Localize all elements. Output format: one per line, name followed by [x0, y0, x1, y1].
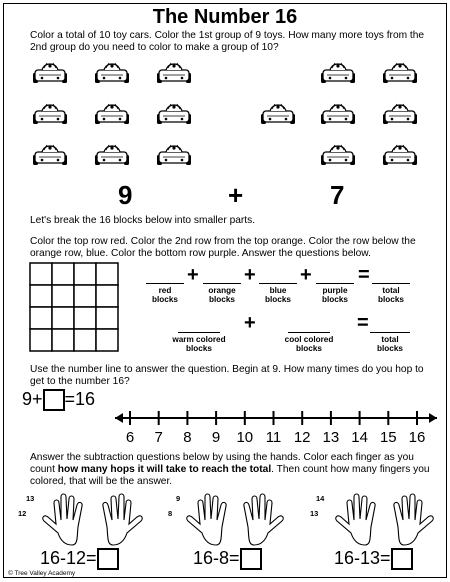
page-title: The Number 16	[152, 6, 298, 28]
hand2-top-number: 9	[176, 494, 181, 503]
number-line-label: 14	[351, 429, 368, 446]
section3-instructions: Use the number line to answer the question. Begin at 9. How many times do you hop to get to the number 16?	[30, 364, 424, 387]
hand1-top-number: 13	[26, 494, 35, 503]
toy-car[interactable]	[157, 104, 191, 124]
answer-box-hops[interactable]	[43, 389, 65, 411]
number-line-label: 11	[265, 429, 282, 446]
toy-car[interactable]	[33, 63, 67, 83]
answer-box-3[interactable]	[391, 548, 413, 570]
blank-red[interactable]	[146, 283, 184, 284]
toy-car[interactable]	[261, 104, 295, 124]
number-line-label: 16	[408, 429, 426, 446]
equals-2: =	[357, 312, 369, 334]
answer-box-2[interactable]	[240, 548, 262, 570]
number-line-label: 9	[211, 429, 221, 446]
plus-sign: +	[228, 180, 244, 210]
label-purple-blocks: purple blocks	[322, 286, 348, 304]
blank-cool[interactable]	[288, 332, 330, 333]
hand3-bottom-number: 13	[310, 509, 319, 518]
section4-instructions: Answer the subtraction questions below by using the hands. Color each finger as you count how many hops it will take to reach the total. Then count how many fingers you colored, that will be the answer.	[30, 452, 430, 487]
number-line-label: 8	[183, 429, 192, 446]
toy-car[interactable]	[321, 63, 355, 83]
number-line-label: 6	[125, 429, 135, 446]
toy-car[interactable]	[157, 63, 191, 83]
credit-text: © Tree Valley Academy	[8, 570, 76, 577]
toy-car[interactable]	[383, 145, 417, 165]
number-line-label: 7	[154, 429, 163, 446]
hand3-top-number: 14	[316, 494, 325, 503]
section2-instructions: Color the top row red. Color the 2nd row from the top orange. Color the row below the orange row, blue. Color the bottom row purple. Answer the questions below.	[30, 236, 416, 259]
plus-3: +	[300, 264, 312, 286]
subtraction-1: 16-12=	[40, 548, 119, 570]
right-group-count: 7	[330, 180, 345, 210]
label-warm-blocks: warm colored blocks	[172, 335, 226, 353]
equation-left: 9+	[22, 389, 43, 409]
toy-car[interactable]	[33, 104, 67, 124]
toy-car[interactable]	[321, 104, 355, 124]
label-red-blocks: red blocks	[152, 286, 178, 304]
label-blue-blocks: blue blocks	[265, 286, 291, 304]
toy-car[interactable]	[95, 145, 129, 165]
subtraction-3: 16-13=	[334, 548, 413, 570]
blank-warm[interactable]	[178, 332, 220, 333]
number-line-label: 10	[236, 429, 254, 446]
number-line-label: 15	[379, 429, 397, 446]
plus-1: +	[187, 264, 199, 286]
blank-orange[interactable]	[203, 283, 241, 284]
toy-car[interactable]	[321, 145, 355, 165]
toy-car[interactable]	[95, 104, 129, 124]
equals-1: =	[358, 264, 370, 286]
hand1-bottom-number: 12	[18, 509, 27, 518]
subtraction-2: 16-8=	[193, 548, 262, 570]
section2-intro: Let's break the 16 blocks below into smaller parts.	[30, 215, 256, 226]
label-total-blocks-2: total blocks	[377, 335, 403, 353]
blank-purple[interactable]	[316, 283, 354, 284]
plus-2: +	[244, 264, 256, 286]
hand2-bottom-number: 8	[168, 509, 173, 518]
label-cool-blocks: cool colored blocks	[284, 335, 334, 353]
section1-instructions: Color a total of 10 toy cars. Color the 1st group of 9 toys. How many more toys from the 2nd group do you need to color to make a group of 10?	[30, 30, 425, 53]
equation-right: =16	[64, 389, 96, 409]
car-group-left	[33, 63, 191, 165]
plus-4: +	[244, 312, 256, 334]
left-group-count: 9	[118, 180, 133, 210]
answer-box-1[interactable]	[97, 548, 119, 570]
toy-car[interactable]	[383, 104, 417, 124]
label-total-blocks: total blocks	[378, 286, 404, 304]
toy-car[interactable]	[33, 145, 67, 165]
blank-total-2[interactable]	[370, 332, 410, 333]
hop-equation	[22, 389, 95, 411]
toy-car[interactable]	[157, 145, 191, 165]
blank-blue[interactable]	[259, 283, 297, 284]
blank-total[interactable]	[372, 283, 410, 284]
number-line-label: 13	[322, 429, 340, 446]
car-group-right	[261, 63, 417, 165]
number-line-label: 12	[293, 429, 311, 446]
toy-car[interactable]	[95, 63, 129, 83]
toy-car[interactable]	[383, 63, 417, 83]
label-orange-blocks: orange blocks	[208, 286, 236, 304]
